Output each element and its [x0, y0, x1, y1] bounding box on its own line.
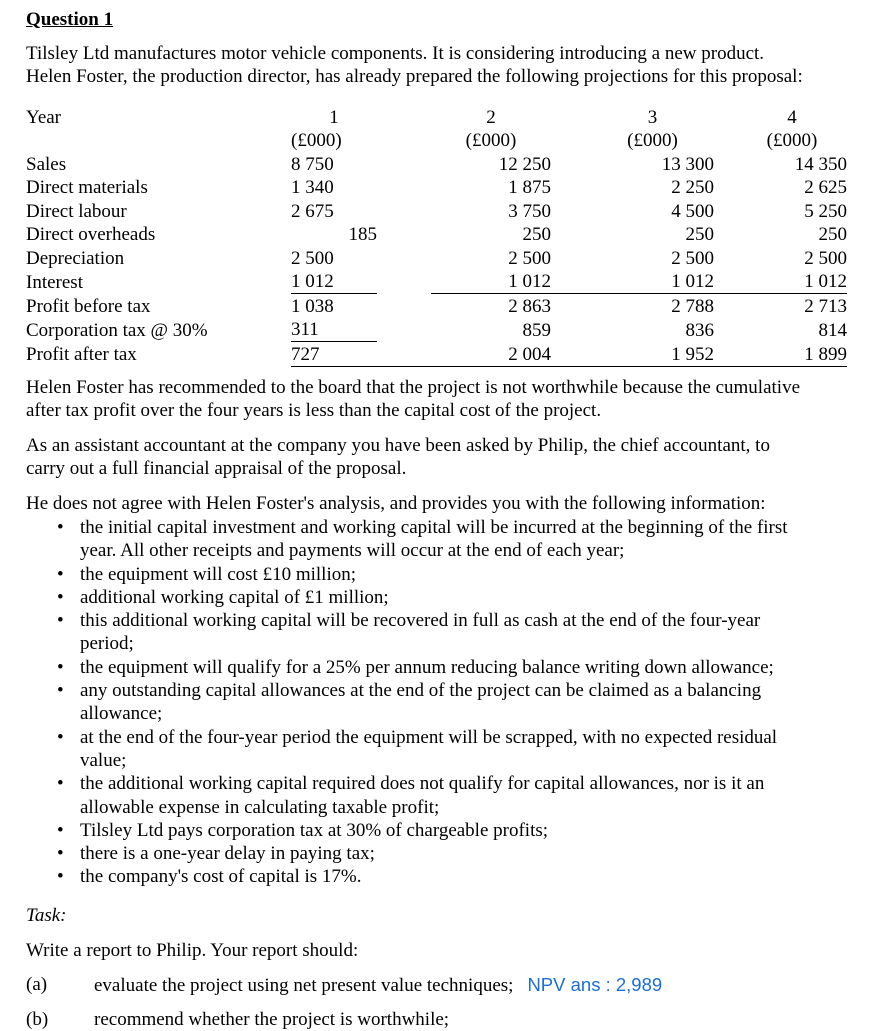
- paragraph-line: carry out a full financial appraisal of the proposal.: [26, 458, 407, 479]
- paragraph-line: He does not agree with Helen Foster's analysis, and provides you with the following information:: [26, 493, 766, 514]
- item-letter: (a): [26, 974, 48, 995]
- bullet-icon: •: [57, 866, 64, 888]
- bullet-icon: •: [57, 773, 64, 795]
- year-label: Year: [26, 106, 62, 128]
- intro-line: Helen Foster, the production director, has already prepared the following projections for this proposal:: [26, 66, 803, 87]
- bullet-icon: •: [57, 610, 64, 632]
- task-label: Task:: [26, 905, 67, 926]
- table-row: [26, 223, 847, 247]
- table-row: [26, 199, 847, 223]
- npv-answer-note: NPV ans : 2,989: [527, 974, 663, 995]
- paragraph-line: after tax profit over the four years is less than the capital cost of the project.: [26, 400, 602, 421]
- bullet-icon: •: [57, 586, 64, 608]
- row-label: Corporation tax @ 30%: [26, 319, 208, 341]
- cell-value: 1 038: [291, 295, 334, 317]
- cell-value: 250: [685, 224, 714, 245]
- year-heading: 2: [486, 106, 496, 128]
- row-label: Profit before tax: [26, 295, 151, 317]
- cell-value: 1 012: [291, 270, 377, 294]
- list-item-line: allowance;: [80, 703, 163, 725]
- table-row: [26, 342, 847, 367]
- list-item: [26, 726, 866, 773]
- row-label: Profit after tax: [26, 344, 137, 365]
- year-heading: 3: [647, 106, 658, 128]
- cell-value: 1 012: [737, 270, 847, 294]
- list-item: [26, 586, 866, 609]
- cell-value: 3 750: [508, 200, 551, 222]
- list-item-line: the company's cost of capital is 17%.: [80, 866, 362, 888]
- cell-value: 2 500: [671, 247, 714, 269]
- bullet-icon: •: [57, 517, 64, 538]
- intro-line: Tilsley Ltd manufactures motor vehicle components. It is considering introducing a new product.: [26, 43, 765, 64]
- year-heading: 1: [329, 106, 339, 128]
- paragraph-line: Helen Foster has recommended to the board that the project is not worthwhile because the cumulative: [26, 377, 801, 398]
- cell-value: 1 340: [291, 177, 334, 198]
- cell-value: 2 500: [508, 247, 551, 269]
- table-row: [26, 318, 847, 342]
- cell-value: 2 788: [671, 295, 714, 317]
- cell-value: 250: [522, 224, 551, 245]
- list-item: [26, 865, 866, 888]
- unit-row: [26, 129, 847, 153]
- information-list: [26, 516, 866, 889]
- cell-value: 2 500: [804, 247, 847, 269]
- row-label: Direct overheads: [26, 224, 156, 245]
- cell-value: 250: [818, 224, 847, 245]
- list-item-line: additional working capital of £1 million;: [80, 586, 389, 608]
- row-label: Direct materials: [26, 177, 148, 198]
- list-item-line: at the end of the four-year period the equipment will be scrapped, with no expected residual: [80, 726, 778, 748]
- list-item-line: allowable expense in calculating taxable profit;: [80, 796, 440, 818]
- cell-value: 1 012: [591, 270, 714, 294]
- table-row: [26, 270, 847, 294]
- row-label: Direct labour: [26, 200, 127, 222]
- item-text: recommend whether the project is worthwhile;: [94, 1009, 450, 1030]
- bullet-icon: •: [57, 843, 64, 865]
- cell-value: 2 500: [291, 247, 334, 269]
- list-item: [26, 842, 866, 865]
- cell-value: 8 750: [291, 153, 334, 175]
- list-item-line: the equipment will qualify for a 25% per annum reducing balance writing down allowance;: [80, 656, 774, 678]
- table-row: [26, 246, 847, 270]
- list-item-line: the initial capital investment and working capital will be incurred at the beginning of the first: [80, 517, 788, 538]
- cell-value: 185: [348, 224, 377, 245]
- year-row: [26, 105, 847, 129]
- list-item-line: the additional working capital required does not qualify for capital allowances, nor is it an: [80, 773, 765, 795]
- cell-value: 2 250: [671, 177, 714, 198]
- cell-value: 12 250: [498, 153, 551, 175]
- list-item: [26, 679, 866, 726]
- cell-value: 1 012: [431, 270, 551, 294]
- unit-heading: (£000): [766, 130, 818, 151]
- year-heading: 4: [787, 106, 797, 128]
- unit-heading: (£000): [291, 130, 342, 151]
- cell-value: 13 300: [661, 153, 714, 175]
- cell-value: 836: [685, 319, 714, 341]
- list-item-line: period;: [80, 633, 134, 655]
- table-row: [26, 294, 847, 318]
- list-item-line: any outstanding capital allowances at the end of the project can be claimed as a balancing: [80, 680, 762, 702]
- cell-value: 1 875: [508, 177, 551, 198]
- cell-value: 4 500: [671, 200, 714, 222]
- recommendation-paragraph: [26, 376, 866, 422]
- list-item: [26, 656, 866, 679]
- unit-heading: (£000): [627, 130, 678, 151]
- row-label: Sales: [26, 153, 67, 175]
- list-item-line: this additional working capital will be recovered in full as cash at the end of the four-year: [80, 610, 761, 632]
- item-letter: (b): [26, 1009, 49, 1030]
- bullet-icon: •: [57, 680, 64, 702]
- item-text: evaluate the project using net present value techniques;: [94, 975, 514, 996]
- cell-value: 2 675: [291, 200, 334, 222]
- cell-value: 1 952: [591, 342, 714, 367]
- bullet-icon: •: [57, 563, 64, 585]
- unit-heading: (£000): [465, 130, 517, 151]
- question-title: Question 1: [26, 9, 114, 30]
- row-label: Depreciation: [26, 247, 125, 269]
- cell-value: 2 625: [804, 177, 847, 198]
- cell-value: 1 899: [737, 342, 847, 367]
- appraisal-paragraph: [26, 434, 866, 480]
- list-item-line: Tilsley Ltd pays corporation tax at 30% of chargeable profits;: [80, 819, 549, 841]
- cell-value: 311: [291, 318, 377, 342]
- list-item-line: value;: [80, 749, 127, 771]
- list-item: [26, 563, 866, 586]
- bullet-icon: •: [57, 656, 64, 678]
- list-item-line: year. All other receipts and payments will occur at the end of each year;: [80, 540, 625, 562]
- cell-value: 2 004: [431, 342, 551, 367]
- list-item: [26, 609, 866, 656]
- cell-value: 14 350: [794, 153, 847, 175]
- row-label: Interest: [26, 271, 83, 293]
- item-text-wrap: [94, 973, 662, 997]
- list-item-line: the equipment will cost £10 million;: [80, 563, 357, 585]
- intro-paragraph: [26, 42, 876, 88]
- projections-table: [26, 105, 847, 367]
- list-item: [26, 772, 866, 819]
- cell-value: 2 863: [508, 295, 551, 317]
- paragraph-line: As an assistant accountant at the company you have been asked by Philip, the chief accountant, to: [26, 435, 770, 456]
- cell-value: 727: [291, 342, 377, 367]
- bullet-icon: •: [57, 726, 64, 748]
- table-row: [26, 176, 847, 200]
- list-item: [26, 516, 866, 563]
- information-intro: [26, 492, 866, 515]
- table-row: [26, 152, 847, 176]
- report-instruction: Write a report to Philip. Your report should:: [26, 940, 359, 961]
- cell-value: 5 250: [804, 200, 847, 222]
- bullet-icon: •: [57, 819, 64, 841]
- cell-value: 2 713: [804, 295, 847, 317]
- cell-value: 814: [818, 319, 847, 341]
- cell-value: 859: [522, 319, 551, 341]
- list-item: [26, 819, 866, 842]
- list-item-line: there is a one-year delay in paying tax;: [80, 843, 375, 865]
